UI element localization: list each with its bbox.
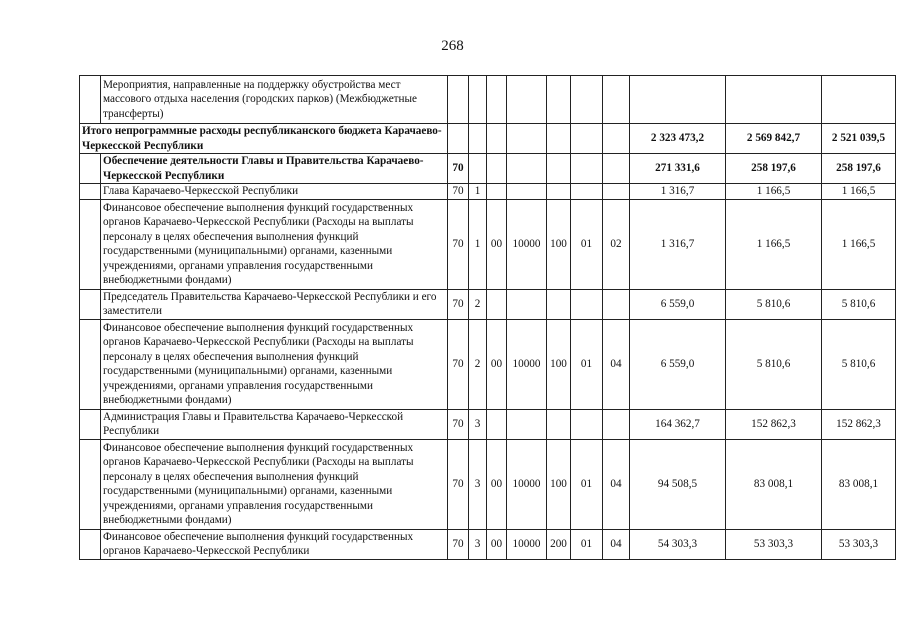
ministry-cell — [448, 76, 469, 124]
amount-year2-cell: 152 862,3 — [726, 409, 822, 439]
amount-year3-cell — [822, 76, 896, 124]
indent-cell — [80, 409, 101, 439]
subsection-cell — [487, 409, 507, 439]
rz-cell: 01 — [571, 439, 603, 529]
budget-table-body — [80, 76, 896, 560]
pr-cell — [603, 184, 630, 200]
subsection-cell: 00 — [487, 319, 507, 409]
rz-cell: 01 — [571, 199, 603, 289]
subsection-cell: 00 — [487, 439, 507, 529]
ministry-cell: 70 — [448, 184, 469, 200]
expense-type-cell — [547, 154, 571, 184]
amount-year2-cell: 53 303,3 — [726, 529, 822, 559]
subsection-cell — [487, 184, 507, 200]
amount-year1-cell: 1 316,7 — [630, 184, 726, 200]
table-row — [80, 439, 896, 529]
row-name-cell: Финансовое обеспечение выполнения функций государственных органов Карачаево-Черкесской Республики — [101, 529, 448, 559]
indent-cell — [80, 184, 101, 200]
expense-type-cell — [547, 76, 571, 124]
amount-year2-cell: 258 197,6 — [726, 154, 822, 184]
subsection-cell — [487, 76, 507, 124]
ministry-cell: 70 — [448, 529, 469, 559]
budget-table — [79, 75, 896, 560]
rz-cell — [571, 409, 603, 439]
ministry-cell: 70 — [448, 439, 469, 529]
table-row — [80, 184, 896, 200]
program-cell — [507, 289, 547, 319]
amount-year2-cell — [726, 76, 822, 124]
pr-cell — [603, 289, 630, 319]
row-name-cell: Глава Карачаево-Черкесской Республики — [101, 184, 448, 200]
amount-year1-cell: 2 323 473,2 — [630, 124, 726, 154]
table-row — [80, 124, 896, 154]
expense-type-cell: 100 — [547, 439, 571, 529]
expense-type-cell — [547, 289, 571, 319]
amount-year3-cell: 5 810,6 — [822, 289, 896, 319]
amount-year1-cell: 164 362,7 — [630, 409, 726, 439]
section-cell: 1 — [469, 184, 487, 200]
amount-year2-cell: 1 166,5 — [726, 184, 822, 200]
table-row — [80, 409, 896, 439]
expense-type-cell: 200 — [547, 529, 571, 559]
program-cell — [507, 76, 547, 124]
expense-type-cell: 100 — [547, 199, 571, 289]
row-name-cell: Финансовое обеспечение выполнения функций государственных органов Карачаево-Черкесской Республики (Расходы на выплаты персоналу в целях обеспечения выполнения функций государственными (муниципальными) органами, казенными учреждениями, органами управления государственными внебюджетными фондами) — [101, 319, 448, 409]
ministry-cell: 70 — [448, 289, 469, 319]
section-cell: 3 — [469, 439, 487, 529]
amount-year1-cell: 1 316,7 — [630, 199, 726, 289]
amount-year1-cell: 6 559,0 — [630, 289, 726, 319]
program-cell — [507, 184, 547, 200]
indent-cell — [80, 439, 101, 529]
table-row — [80, 199, 896, 289]
table-row — [80, 289, 896, 319]
pr-cell — [603, 409, 630, 439]
section-cell: 3 — [469, 529, 487, 559]
table-row — [80, 154, 896, 184]
rz-cell — [571, 76, 603, 124]
section-cell — [469, 76, 487, 124]
ministry-cell: 70 — [448, 199, 469, 289]
rz-cell — [571, 124, 603, 154]
amount-year3-cell: 1 166,5 — [822, 184, 896, 200]
section-cell: 2 — [469, 289, 487, 319]
program-cell — [507, 154, 547, 184]
ministry-cell: 70 — [448, 154, 469, 184]
table-row — [80, 76, 896, 124]
program-cell: 10000 — [507, 439, 547, 529]
subsection-cell: 00 — [487, 529, 507, 559]
amount-year2-cell: 5 810,6 — [726, 319, 822, 409]
amount-year3-cell: 2 521 039,5 — [822, 124, 896, 154]
row-name-cell: Финансовое обеспечение выполнения функций государственных органов Карачаево-Черкесской Республики (Расходы на выплаты персоналу в целях обеспечения выполнения функций государственными (муниципальными) органами, казенными учреждениями, органами управления государственными внебюджетными фондами) — [101, 439, 448, 529]
program-cell: 10000 — [507, 199, 547, 289]
amount-year3-cell: 152 862,3 — [822, 409, 896, 439]
table-row — [80, 529, 896, 559]
subsection-cell — [487, 154, 507, 184]
rz-cell: 01 — [571, 319, 603, 409]
pr-cell — [603, 124, 630, 154]
amount-year1-cell: 6 559,0 — [630, 319, 726, 409]
subsection-cell — [487, 289, 507, 319]
amount-year2-cell: 83 008,1 — [726, 439, 822, 529]
amount-year3-cell: 83 008,1 — [822, 439, 896, 529]
subsection-cell — [487, 124, 507, 154]
indent-cell — [80, 319, 101, 409]
section-cell: 1 — [469, 199, 487, 289]
program-cell — [507, 124, 547, 154]
program-cell — [507, 409, 547, 439]
page-number: 268 — [441, 38, 464, 54]
pr-cell: 04 — [603, 439, 630, 529]
amount-year1-cell — [630, 76, 726, 124]
section-cell: 3 — [469, 409, 487, 439]
expense-type-cell — [547, 184, 571, 200]
amount-year3-cell: 5 810,6 — [822, 319, 896, 409]
section-cell: 2 — [469, 319, 487, 409]
expense-type-cell — [547, 124, 571, 154]
row-name-cell: Администрация Главы и Правительства Карачаево-Черкесской Республики — [101, 409, 448, 439]
row-name-cell: Мероприятия, направленные на поддержку обустройства мест массового отдыха населения (городских парков) (Межбюджетные трансферты) — [101, 76, 448, 124]
row-name-cell: Итого непрограммные расходы республиканского бюджета Карачаево-Черкесской Республики — [80, 124, 448, 154]
rz-cell — [571, 184, 603, 200]
indent-cell — [80, 199, 101, 289]
row-name-cell: Финансовое обеспечение выполнения функций государственных органов Карачаево-Черкесской Республики (Расходы на выплаты персоналу в целях обеспечения выполнения функций государственными (муниципальными) органами, казенными учреждениями, органами управления государственными внебюджетными фондами) — [101, 199, 448, 289]
row-name-cell: Председатель Правительства Карачаево-Черкесской Республики и его заместители — [101, 289, 448, 319]
ministry-cell: 70 — [448, 409, 469, 439]
rz-cell — [571, 154, 603, 184]
expense-type-cell — [547, 409, 571, 439]
amount-year2-cell: 5 810,6 — [726, 289, 822, 319]
indent-cell — [80, 529, 101, 559]
pr-cell — [603, 154, 630, 184]
pr-cell — [603, 76, 630, 124]
indent-cell — [80, 76, 101, 124]
pr-cell: 02 — [603, 199, 630, 289]
rz-cell: 01 — [571, 529, 603, 559]
amount-year2-cell: 2 569 842,7 — [726, 124, 822, 154]
rz-cell — [571, 289, 603, 319]
expense-type-cell: 100 — [547, 319, 571, 409]
pr-cell: 04 — [603, 529, 630, 559]
amount-year1-cell: 54 303,3 — [630, 529, 726, 559]
amount-year1-cell: 271 331,6 — [630, 154, 726, 184]
ministry-cell: 70 — [448, 319, 469, 409]
program-cell: 10000 — [507, 319, 547, 409]
amount-year3-cell: 258 197,6 — [822, 154, 896, 184]
pr-cell: 04 — [603, 319, 630, 409]
amount-year3-cell: 1 166,5 — [822, 199, 896, 289]
program-cell: 10000 — [507, 529, 547, 559]
amount-year1-cell: 94 508,5 — [630, 439, 726, 529]
amount-year2-cell: 1 166,5 — [726, 199, 822, 289]
subsection-cell: 00 — [487, 199, 507, 289]
ministry-cell — [448, 124, 469, 154]
section-cell — [469, 154, 487, 184]
indent-cell — [80, 289, 101, 319]
amount-year3-cell: 53 303,3 — [822, 529, 896, 559]
table-row — [80, 319, 896, 409]
indent-cell — [80, 154, 101, 184]
section-cell — [469, 124, 487, 154]
row-name-cell: Обеспечение деятельности Главы и Правительства Карачаево-Черкесской Республики — [101, 154, 448, 184]
